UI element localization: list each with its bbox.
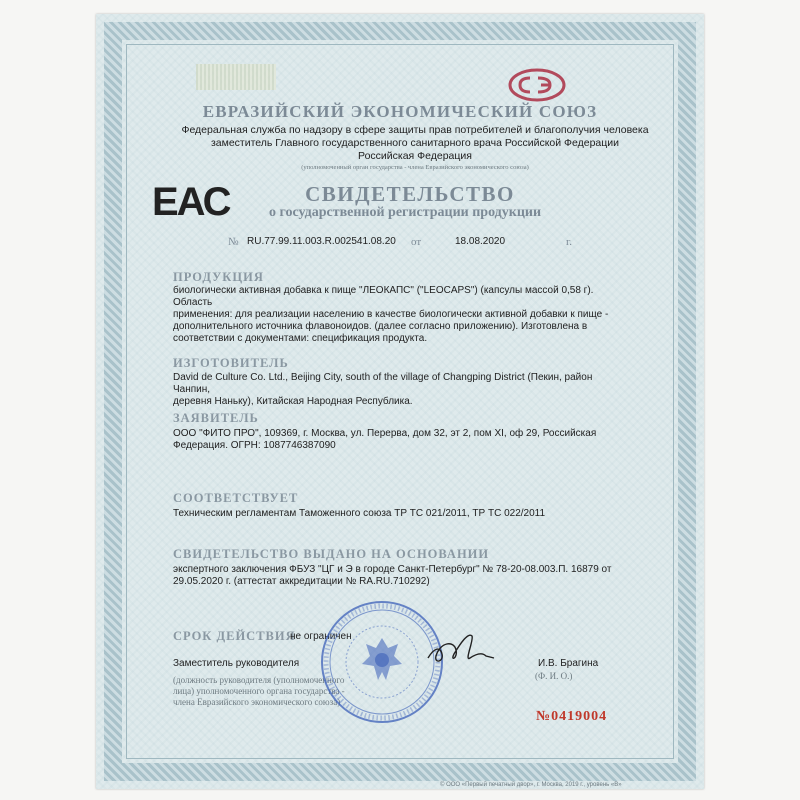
authority-line: Российская Федерация	[358, 150, 472, 162]
text-line: ООО "ФИТО ПРО", 109369, г. Москва, ул. Перерва, дом 32, эт 2, пом XI, оф 29, Российская	[173, 428, 597, 439]
registration-number: RU.77.99.11.003.R.002541.08.20	[247, 236, 396, 247]
manufacturer-text	[173, 372, 618, 408]
form-number: №0419004	[536, 709, 608, 724]
note-line: (должность руководителя (уполномоченного	[173, 675, 345, 685]
certificate-title: СВИДЕТЕЛЬСТВО	[305, 182, 515, 206]
text-line: деревня Наньку), Китайская Народная Республика.	[173, 396, 413, 407]
issuing-authority	[60, 124, 770, 163]
validity-heading: СРОК ДЕЙСТВИЯ	[173, 629, 296, 643]
authority-note: (уполномоченный орган государства - члена Евразийского экономического союза)	[301, 164, 529, 171]
authority-line: Федеральная служба по надзору в сфере защиты прав потребителей и благополучия человека	[181, 124, 649, 136]
manufacturer-heading: ИЗГОТОВИТЕЛЬ	[173, 356, 289, 370]
text-line: экспертного заключения ФБУЗ "ЦГ и Э в городе Санкт-Петербург" № 78-20-08.003.П. 16879 от	[173, 564, 612, 575]
number-label: №	[228, 236, 239, 248]
eac-mark: ЕАС	[152, 180, 230, 224]
conformity-text	[173, 508, 618, 520]
applicant-heading: ЗАЯВИТЕЛЬ	[173, 411, 259, 425]
certificate-subtitle: о государственной регистрации продукции	[268, 205, 542, 220]
product-text	[173, 285, 618, 345]
applicant-text	[173, 428, 618, 452]
conformity-heading: СООТВЕТСТВУЕТ	[173, 491, 299, 505]
registration-date: 18.08.2020	[455, 236, 506, 247]
text-line: 29.05.2020 г. (аттестат аккредитации № RA.RU.710292)	[173, 576, 430, 587]
signer-title: Заместитель руководителя	[173, 658, 300, 669]
printer-imprint: © ООО «Первый печатный двор», г. Москва, 2019 г., уровень «В»	[440, 782, 622, 788]
year-suffix: г.	[566, 236, 573, 248]
note-line: лица) уполномоченного органа государства -	[173, 686, 345, 696]
note-line: члена Евразийского экономического союза)	[173, 697, 341, 707]
text-line: биологически активная добавка к пище "ЛЕОКАПС" ("LEOCAPS") (капсулы массой 0,58 г). Область	[173, 285, 594, 308]
signature	[420, 628, 500, 678]
text-line: соответствии с документами: спецификация продукта.	[173, 333, 428, 344]
validity-value: не ограничен	[290, 631, 352, 642]
text-line: Федерация. ОГРН: 1087746387090	[173, 440, 336, 451]
basis-heading: СВИДЕТЕЛЬСТВО ВЫДАНО НА ОСНОВАНИИ	[173, 547, 490, 561]
se-logo-icon	[508, 68, 566, 102]
signer-name: И.В. Брагина	[538, 658, 599, 669]
text-line: David de Culture Co. Ltd., Beijing City, south of the village of Changping District (Пекин, район Чанпин,	[173, 372, 593, 395]
basis-text	[173, 564, 618, 588]
hologram-sticker	[196, 64, 276, 90]
union-title: ЕВРАЗИЙСКИЙ ЭКОНОМИЧЕСКИЙ СОЮЗ	[202, 102, 598, 121]
text-line: дополнительного источника флавоноидов. (далее согласно приложению). Изготовлена в	[173, 321, 588, 332]
fio-note: (Ф. И. О.)	[535, 671, 573, 681]
authority-line: заместитель Главного государственного санитарного врача Российской Федерации	[210, 137, 620, 149]
date-label: от	[411, 236, 422, 248]
product-heading: ПРОДУКЦИЯ	[173, 270, 264, 284]
text-line: применения: для реализации населению в качестве биологически активной добавки к пище -	[173, 309, 609, 320]
text-line: Техническим регламентам Таможенного союза ТР ТС 021/2011, ТР ТС 022/2011	[173, 508, 546, 519]
